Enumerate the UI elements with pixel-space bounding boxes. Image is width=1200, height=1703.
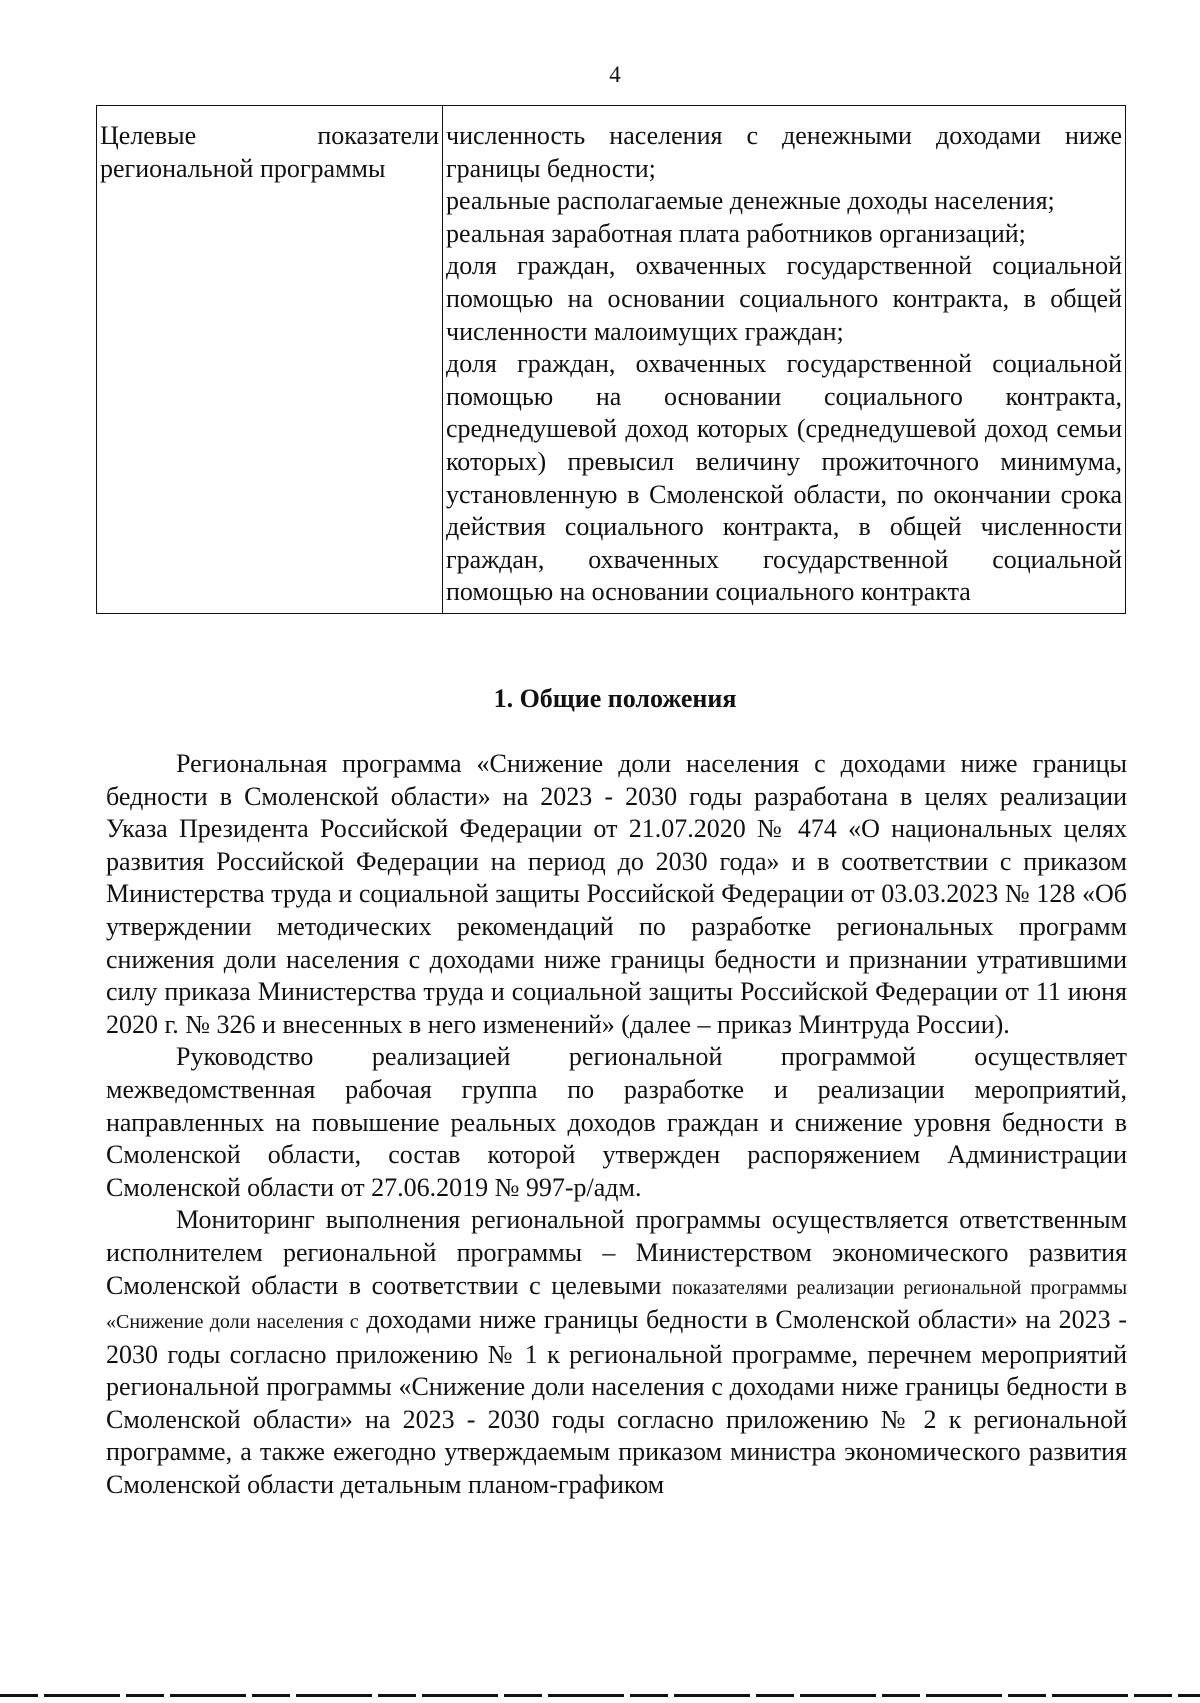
paragraph-3-part-1: Мониторинг выполнения региональной программы осуществляется ответственным исполнителем региональной программы – Министерством экономического развития Смоленской области в соответствии с целевыми xyxy=(106,1205,1127,1300)
section-body xyxy=(106,748,1127,1502)
indicator-list-cell xyxy=(443,106,1126,614)
page-number: 4 xyxy=(609,62,621,87)
label-line-2: региональной программы xyxy=(100,153,386,183)
paragraph-1: Региональная программа «Снижение доли населения с доходами ниже границы бедности в Смоленской области» на 2023 - 2030 годы разработана в целях реализации Указа Президента Российской Федерации от 21.07.2020 № 474 «О национальных целях развития Российской Федерации на период до 2030 года» и в соответствии с приказом Министерства труда и социальной защиты Российской Федерации от 03.03.2023 № 128 «Об утверждении методических рекомендаций по разработке региональных программ снижения доли населения с доходами ниже границы бедности и признании утратившими силу приказа Министерства труда и социальной защиты Российской Федерации от 11 июня 2020 г. № 326 и внесенных в него изменений» (далее – приказ Минтруда России). xyxy=(106,749,1127,1039)
indicator-item: реальные располагаемые денежные доходы населения; xyxy=(446,186,1055,216)
table-row xyxy=(97,106,1126,614)
indicator-label-cell xyxy=(97,106,443,614)
indicator-item: доля граждан, охваченных государственной социальной помощью на основании социального контракта, в общей численности малоимущих граждан; xyxy=(446,251,1122,346)
program-passport-table xyxy=(96,105,1126,614)
scan-edge-line xyxy=(0,1694,1200,1697)
paragraph-3 xyxy=(106,1204,1127,1501)
label-line-1: Целевые показатели xyxy=(100,121,439,150)
indicator-item: численность населения с денежными доходами ниже границы бедности; xyxy=(446,121,1122,183)
section-title: 1. Общие положения xyxy=(493,684,737,713)
indicator-item: доля граждан, охваченных государственной социальной помощью на основании социального контракта, среднедушевой доход которых (среднедушевой доход семьи которых) превысил величину прожиточного минимума, установленную в Смоленской области, по окончании срока действия социального контракта, в общей численности граждан, охваченных государственной социальной помощью на основании социального контракта xyxy=(446,349,1122,607)
paragraph-3-part-2: доходами ниже границы бедности в Смоленской области» на 2023 - 2030 годы согласно приложению № 1 к региональной программе, перечнем мероприятий региональной программы «Снижение доли населения с доходами ниже границы бедности в Смоленской области» на 2023 - 2030 годы согласно приложению № 2 к региональной программе, а также ежегодно утверждаемым приказом министра экономического развития Смоленской области детальным планом-графиком xyxy=(106,1305,1127,1500)
indicator-item: реальная заработная плата работников организаций; xyxy=(446,218,1026,248)
paragraph-3-small-line: показателями реализации региональной программы «Снижение доли населения с xyxy=(106,1276,1128,1334)
paragraph-2: Руководство реализацией региональной программой осуществляет межведомственная рабочая группа по разработке и реализации мероприятий, направленных на повышение реальных доходов граждан и снижение уровня бедности в Смоленской области, состав которой утвержден распоряжением Администрации Смоленской области от 27.06.2019 № 997-р/адм. xyxy=(106,1042,1127,1202)
